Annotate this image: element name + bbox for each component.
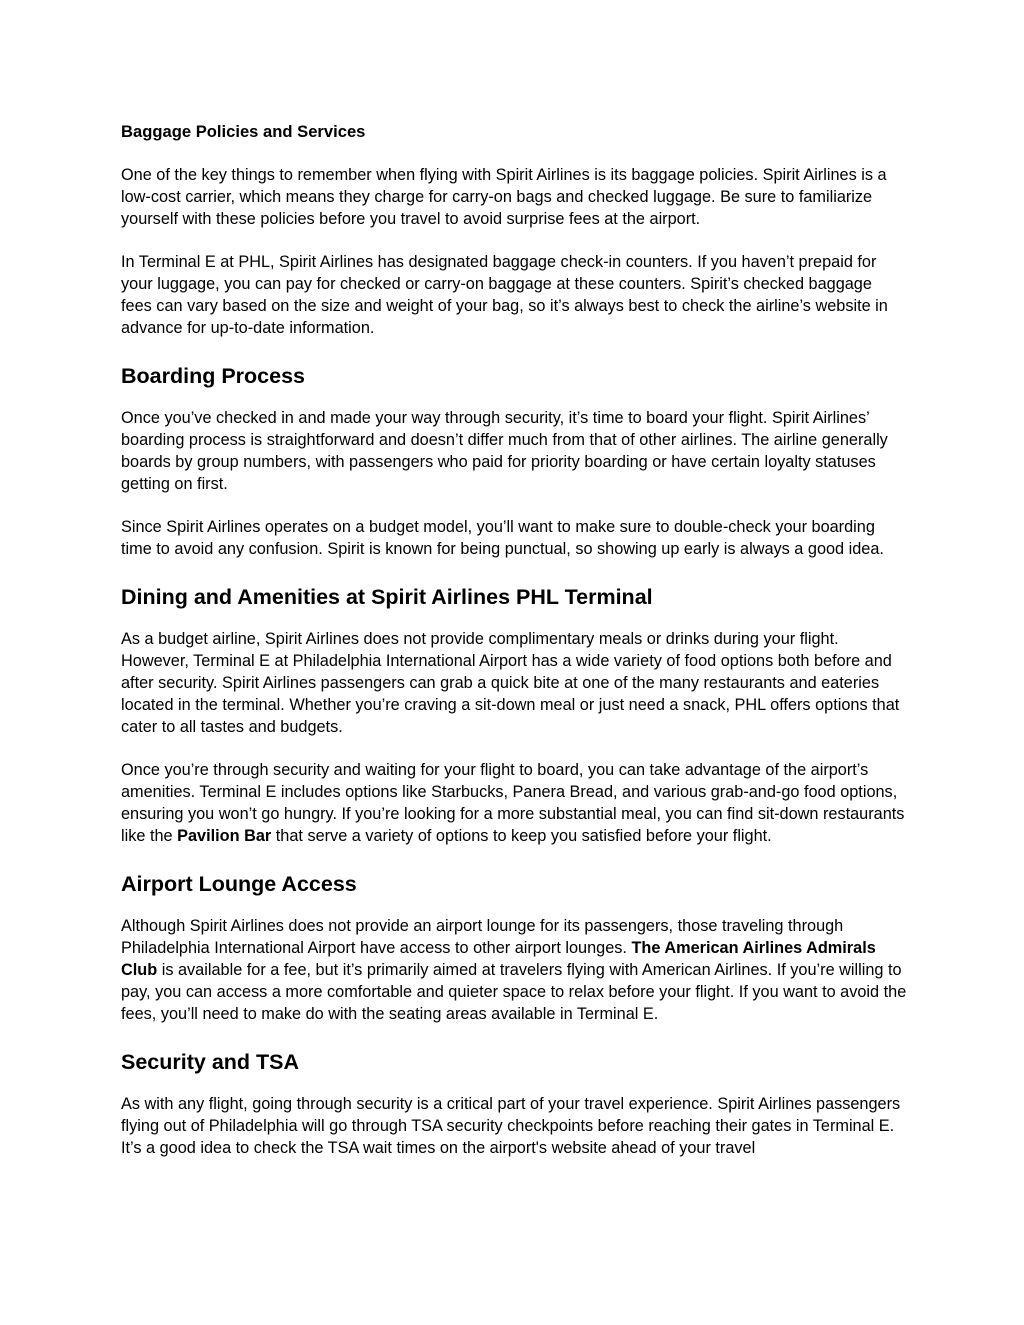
section-heading-security: Security and TSA	[121, 1050, 300, 1074]
dining-text-before: Once you’re through security and waiting for your flight to board, you can take advantage of the airport’s amenities. Terminal E includes options like Starbucks, Panera Bread, and various grab-and-go food options, ensuring you won’t go hungry. If you’re looking for a more substantial meal, you can find sit-down restaurants like the	[121, 761, 905, 845]
lounge-text-before: Although Spirit Airlines does not provide an airport lounge for its passengers, those traveling through Philadelphia International Airport have access to other airport lounges.	[121, 917, 844, 957]
dining-text-after: that serve a variety of options to keep you satisfied before your flight.	[271, 827, 772, 845]
paragraph-boarding-2: Since Spirit Airlines operates on a budget model, you’ll want to make sure to double-check your boarding time to avoid any confusion. Spirit is known for being punctual, so showing up early is always a good idea.	[121, 518, 884, 558]
paragraph-boarding-1: Once you’ve checked in and made your way through security, it’s time to board your flight. Spirit Airlines’ boarding process is straightforward and doesn’t differ much from that of other airlines. The airline generally boards by group numbers, with passengers who paid for priority boarding or have certain loyalty statuses getting on first.	[121, 409, 888, 493]
section-heading-dining: Dining and Amenities at Spirit Airlines PHL Terminal	[121, 585, 653, 609]
paragraph-baggage-2: In Terminal E at PHL, Spirit Airlines has designated baggage check-in counters. If you haven’t prepaid for your luggage, you can pay for checked or carry-on baggage at these counters. Spirit’s checked baggage fees can vary based on the size and weight of your bag, so it’s always best to check the airline’s website in advance for up-to-date information.	[121, 253, 888, 337]
section-heading-boarding: Boarding Process	[121, 364, 305, 388]
lounge-text-after: is available for a fee, but it’s primarily aimed at travelers flying with American Airlines. If you’re willing to pay, you can access a more comfortable and quieter space to relax before your flight. If you want to avoid the fees, you’ll need to make do with the seating areas available in Terminal E.	[121, 961, 907, 1023]
admirals-club-bold: The American Airlines Admirals Club	[121, 939, 876, 979]
paragraph-lounge-1	[121, 915, 907, 1025]
paragraph-baggage-1: One of the key things to remember when flying with Spirit Airlines is its baggage policies. Spirit Airlines is a low-cost carrier, which means they charge for carry-on bags and checked luggage. Be sure to familiarize yourself with these policies before you travel to avoid surprise fees at the airport.	[121, 166, 887, 228]
paragraph-dining-2	[121, 759, 907, 847]
paragraph-security-1: As with any flight, going through security is a critical part of your travel experience. Spirit Airlines passengers flying out of Philadelphia will go through TSA security checkpoints before reaching their gates in Terminal E. It’s a good idea to check the TSA wait times on the airport's website ahead of your travel	[121, 1095, 901, 1157]
paragraph-dining-1: As a budget airline, Spirit Airlines does not provide complimentary meals or drinks during your flight. However, Terminal E at Philadelphia International Airport has a wide variety of food options both before and after security. Spirit Airlines passengers can grab a quick bite at one of the many restaurants and eateries located in the terminal. Whether you’re craving a sit-down meal or just need a snack, PHL offers options that cater to all tastes and budgets.	[121, 630, 900, 736]
pavilion-bar-bold: Pavilion Bar	[177, 827, 272, 845]
section-heading-lounge: Airport Lounge Access	[121, 872, 357, 896]
document-body	[121, 121, 907, 1180]
section-heading-baggage: Baggage Policies and Services	[121, 122, 366, 141]
